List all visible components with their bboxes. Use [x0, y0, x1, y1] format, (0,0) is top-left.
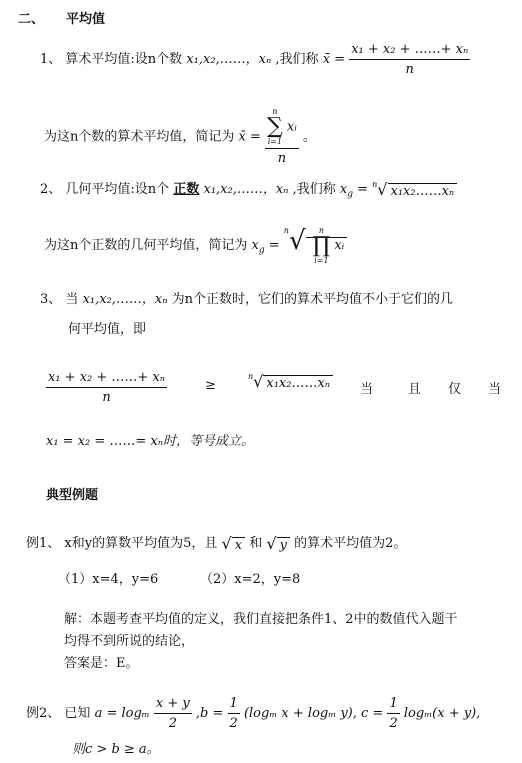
item1-frac-den: n: [405, 62, 414, 77]
item3-dang: 当: [360, 382, 374, 397]
item2-text-b: ,我们称: [292, 182, 336, 197]
item3-eq-line: x₁ = x₂ = ……= xₙ时，等号成立。: [46, 434, 255, 449]
ex1-solution-2: 均得不到所说的结论，: [64, 634, 195, 649]
item2-vars: x₁,x₂,……，xₙ: [203, 182, 289, 197]
ex2-line: [26, 696, 480, 731]
item1-text-a: 算术平均值:设n个数: [65, 52, 183, 67]
item3-prefix: 3、: [40, 292, 62, 307]
item3-dang2: 当: [488, 382, 502, 397]
item2-radicand: x₁x₂……xₙ: [388, 183, 458, 199]
sum-sigma: n ∑ i=1: [267, 107, 283, 146]
item2-text-a: 几何平均值:设n个: [65, 182, 170, 197]
item3-line2: 何平均值，即: [68, 322, 147, 337]
item2-nth-root: $^n$√ x₁x₂……xₙ: [372, 180, 457, 199]
item2-prod-root: $^n$√ n ∏ i=1 xᵢ: [284, 226, 347, 265]
item1-line2-text: 为这n个数的算术平均值，简记为: [44, 129, 235, 145]
item3-text-b: 为n个正数时，它们的算术平均值不小于它们的几: [171, 292, 454, 307]
item3-radicand: x₁x₂……xₙ: [263, 375, 333, 391]
ex1-and: 和: [249, 536, 263, 551]
section-number: 二、: [18, 12, 45, 27]
item3-jin: 仅: [448, 382, 462, 397]
ex1-prefix: 例1、: [26, 536, 61, 551]
item3-inequality: [46, 370, 167, 405]
item2-line2: 为这n个正数的几何平均值，简记为 $x_g = ^n√$ n ∏ i=1 xᵢ: [44, 226, 347, 265]
ex1-line: [26, 532, 406, 553]
ex2-c-rhs: logₘ(x + y),: [403, 706, 481, 721]
item3-root: $^n$√ x₁x₂……xₙ: [248, 372, 333, 391]
item1-prefix: 1、: [40, 52, 62, 67]
item1-fraction: [349, 42, 470, 77]
item3-line1: [40, 288, 453, 307]
sum-term: xᵢ: [286, 119, 297, 135]
sum-den: n: [277, 151, 287, 166]
item1-text-b: ,我们称: [275, 52, 319, 67]
ex2-a-lhs: a = logₘ: [94, 706, 150, 721]
sum-top: n: [272, 107, 278, 116]
ex1-text-a: x和y的算数平均值为5，且: [64, 536, 218, 551]
ex2-c-lhs: c =: [361, 706, 384, 721]
prod-term: xᵢ: [334, 238, 345, 253]
item1-vars: x₁,x₂,……，xₙ: [186, 52, 272, 67]
ex2-text-a: 已知: [64, 706, 91, 721]
item2-emph: 正数: [173, 182, 200, 197]
item1-line2: 为这n个数的算术平均值，简记为 x̄ = n ∑ i=1 xᵢ n 。: [44, 107, 316, 166]
item1-line2-end: 。: [302, 129, 316, 145]
ex2-prefix: 例2、: [26, 706, 61, 721]
ex1-option-1: （1）x=4，y=6: [58, 572, 159, 587]
ex2-conclusion: 则c > b ≥ a。: [72, 742, 160, 757]
item3-frac-num: x₁ + x₂ + ……+ xₙ: [46, 370, 167, 388]
item3-frac-den: n: [102, 390, 111, 405]
item2-line1: 2、 几何平均值:设n个 正数 x₁,x₂,……，xₙ ,我们称 $x_g = ^n√$ x₁x₂……xₙ: [40, 178, 457, 199]
ex2-a-frac: $\frac{x + y}{2}$: [155, 696, 190, 731]
ex2-c-frac: $\frac{1}{2}$: [389, 696, 398, 731]
item1-frac-num: x₁ + x₂ + ……+ xₙ: [349, 42, 470, 60]
item3-qie: 且: [408, 382, 422, 397]
ex2-b-frac: $\frac{1}{2}$: [229, 696, 238, 731]
item3-fraction: [46, 370, 167, 405]
ex1-option-2: （2）x=2，y=8: [200, 572, 301, 587]
item2-prefix: 2、: [40, 182, 62, 197]
prod-top: n: [318, 225, 324, 235]
prod-bottom: i=1: [314, 255, 329, 265]
item1-line1: 1、 算术平均值:设n个数 x₁,x₂,……，xₙ ,我们称 x̄ = $\frac{\text{x₁ + x₂ + ……+ xₙ}}{n}$: [40, 42, 469, 77]
item3-vars: x₁,x₂,……，xₙ: [82, 292, 168, 307]
item2-line2-text: 为这n个正数的几何平均值，简记为: [44, 237, 248, 253]
item1-sum-fraction: [265, 108, 299, 166]
ex1-solution-1: 解：本题考查平均值的定义，我们直接把条件1、2中的数值代入题干: [64, 612, 458, 627]
sum-bottom: i=1: [267, 137, 283, 146]
ex2-b-lhs: ,b =: [195, 706, 224, 721]
prod-pi: n ∏ i=1: [312, 225, 331, 265]
ex1-sqrt-x: √ x: [222, 534, 246, 553]
ex1-sqrt-y: √ y: [266, 534, 290, 553]
item3-geq: ≥: [205, 378, 216, 393]
examples-title: 典型例题: [46, 488, 99, 503]
section-title: 平均值: [66, 12, 106, 27]
ex1-text-b: 的算术平均值为2。: [294, 536, 407, 551]
ex1-answer: 答案是：E。: [64, 656, 139, 671]
ex2-b-rhs: (logₘ x + logₘ y),: [243, 706, 357, 721]
item3-text-a: 当: [65, 292, 79, 307]
